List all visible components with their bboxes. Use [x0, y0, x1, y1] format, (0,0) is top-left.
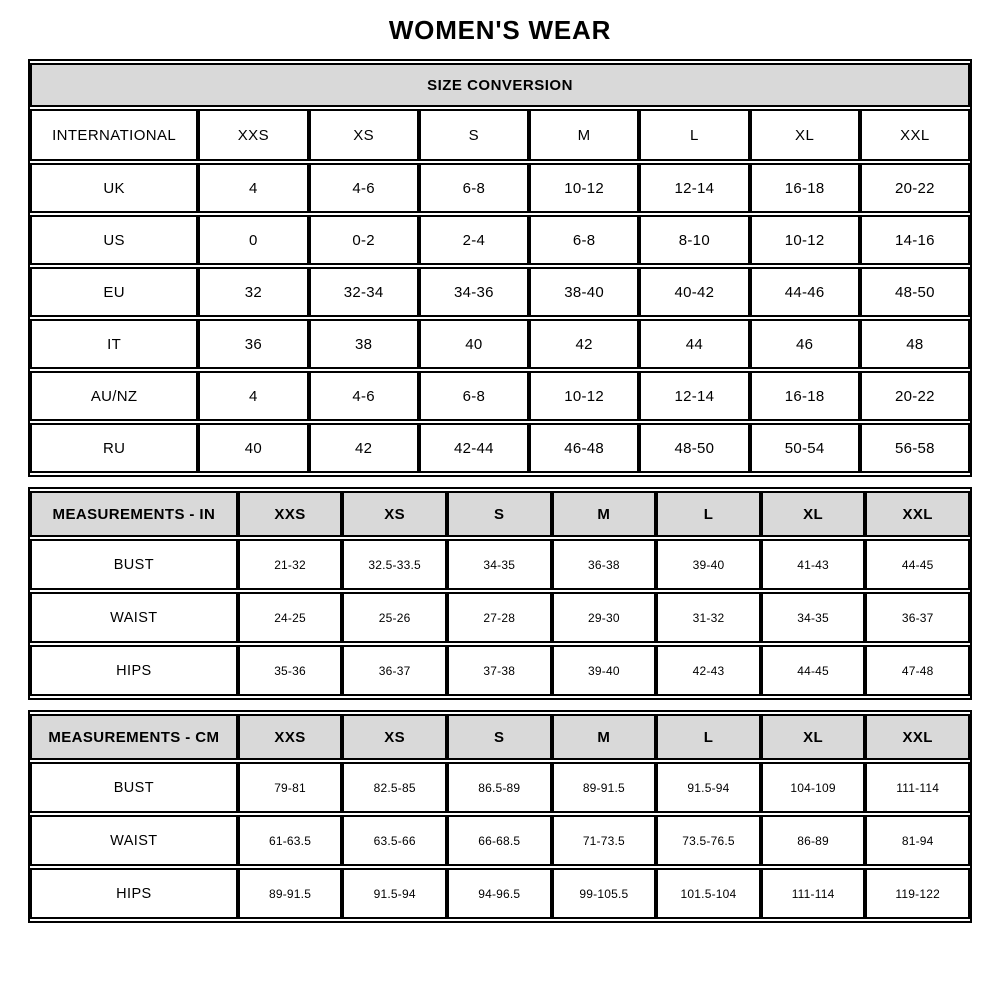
- data-cell: 10-12: [529, 163, 639, 213]
- data-cell: 82.5-85: [342, 762, 447, 813]
- size-header-cell: L: [656, 491, 761, 537]
- size-header-cell: XXS: [238, 714, 343, 760]
- table-row: [30, 215, 970, 265]
- size-header-cell: XS: [342, 491, 447, 537]
- data-cell: 42: [309, 423, 419, 473]
- data-cell: 44-45: [865, 539, 970, 590]
- data-cell: 48-50: [860, 267, 970, 317]
- data-cell: 119-122: [865, 868, 970, 919]
- data-cell: 32.5-33.5: [342, 539, 447, 590]
- data-cell: 44-46: [750, 267, 860, 317]
- data-cell: 111-114: [761, 868, 866, 919]
- banner-row: [30, 63, 970, 107]
- data-cell: 40: [419, 319, 529, 369]
- size-conversion-body: [30, 63, 970, 473]
- table-row: [30, 762, 970, 813]
- row-label: US: [30, 215, 198, 265]
- table-row: [30, 163, 970, 213]
- data-cell: 61-63.5: [238, 815, 343, 866]
- data-cell: 21-32: [238, 539, 343, 590]
- data-cell: 40: [198, 423, 308, 473]
- size-header-cell: XS: [342, 714, 447, 760]
- data-cell: 29-30: [552, 592, 657, 643]
- data-cell: 86.5-89: [447, 762, 552, 813]
- table-title-cell: MEASUREMENTS - CM: [30, 714, 238, 760]
- size-header-cell: L: [639, 109, 749, 161]
- data-cell: 36: [198, 319, 308, 369]
- data-cell: 34-35: [761, 592, 866, 643]
- data-cell: 63.5-66: [342, 815, 447, 866]
- data-cell: 32-34: [309, 267, 419, 317]
- data-cell: 14-16: [860, 215, 970, 265]
- size-header-cell: S: [447, 491, 552, 537]
- data-cell: 36-37: [865, 592, 970, 643]
- data-cell: 4-6: [309, 371, 419, 421]
- size-header-cell: XS: [309, 109, 419, 161]
- row-label: UK: [30, 163, 198, 213]
- size-header-cell: S: [447, 714, 552, 760]
- data-cell: 20-22: [860, 163, 970, 213]
- header-row: [30, 491, 970, 537]
- table-title-cell: INTERNATIONAL: [30, 109, 198, 161]
- data-cell: 27-28: [447, 592, 552, 643]
- data-cell: 50-54: [750, 423, 860, 473]
- data-cell: 42-43: [656, 645, 761, 696]
- size-header-cell: XXL: [865, 491, 970, 537]
- data-cell: 48: [860, 319, 970, 369]
- data-cell: 89-91.5: [238, 868, 343, 919]
- data-cell: 12-14: [639, 163, 749, 213]
- table-banner: SIZE CONVERSION: [30, 63, 970, 107]
- data-cell: 24-25: [238, 592, 343, 643]
- data-cell: 34-36: [419, 267, 529, 317]
- size-conversion-table: [28, 59, 972, 477]
- data-cell: 0: [198, 215, 308, 265]
- table-row: [30, 539, 970, 590]
- measurements-in-body: [30, 491, 970, 696]
- data-cell: 66-68.5: [447, 815, 552, 866]
- data-cell: 25-26: [342, 592, 447, 643]
- size-header-cell: XXS: [198, 109, 308, 161]
- table-row: [30, 645, 970, 696]
- table-row: [30, 371, 970, 421]
- data-cell: 104-109: [761, 762, 866, 813]
- data-cell: 39-40: [656, 539, 761, 590]
- data-cell: 47-48: [865, 645, 970, 696]
- size-header-cell: M: [552, 714, 657, 760]
- data-cell: 4: [198, 163, 308, 213]
- data-cell: 101.5-104: [656, 868, 761, 919]
- data-cell: 48-50: [639, 423, 749, 473]
- data-cell: 94-96.5: [447, 868, 552, 919]
- data-cell: 79-81: [238, 762, 343, 813]
- size-header-cell: M: [552, 491, 657, 537]
- data-cell: 89-91.5: [552, 762, 657, 813]
- size-header-cell: XL: [750, 109, 860, 161]
- row-label: EU: [30, 267, 198, 317]
- table-row: [30, 815, 970, 866]
- data-cell: 91.5-94: [656, 762, 761, 813]
- data-cell: 42: [529, 319, 639, 369]
- data-cell: 73.5-76.5: [656, 815, 761, 866]
- data-cell: 44: [639, 319, 749, 369]
- size-header-cell: XXL: [860, 109, 970, 161]
- size-header-cell: L: [656, 714, 761, 760]
- data-cell: 10-12: [750, 215, 860, 265]
- data-cell: 6-8: [529, 215, 639, 265]
- data-cell: 0-2: [309, 215, 419, 265]
- data-cell: 6-8: [419, 371, 529, 421]
- size-header-cell: XXS: [238, 491, 343, 537]
- data-cell: 99-105.5: [552, 868, 657, 919]
- data-cell: 20-22: [860, 371, 970, 421]
- row-label: RU: [30, 423, 198, 473]
- data-cell: 2-4: [419, 215, 529, 265]
- data-cell: 32: [198, 267, 308, 317]
- data-cell: 86-89: [761, 815, 866, 866]
- data-cell: 4-6: [309, 163, 419, 213]
- row-label: BUST: [30, 539, 238, 590]
- data-cell: 42-44: [419, 423, 529, 473]
- data-cell: 37-38: [447, 645, 552, 696]
- measurements-in-table: [28, 487, 972, 700]
- table-row: [30, 423, 970, 473]
- size-header-cell: XL: [761, 491, 866, 537]
- data-cell: 31-32: [656, 592, 761, 643]
- data-cell: 35-36: [238, 645, 343, 696]
- data-cell: 38-40: [529, 267, 639, 317]
- data-cell: 16-18: [750, 371, 860, 421]
- table-row: [30, 592, 970, 643]
- data-cell: 12-14: [639, 371, 749, 421]
- size-header-cell: S: [419, 109, 529, 161]
- header-row: [30, 109, 970, 161]
- size-header-cell: XXL: [865, 714, 970, 760]
- data-cell: 36-37: [342, 645, 447, 696]
- data-cell: 44-45: [761, 645, 866, 696]
- measurements-cm-body: [30, 714, 970, 919]
- data-cell: 36-38: [552, 539, 657, 590]
- header-row: [30, 714, 970, 760]
- size-header-cell: XL: [761, 714, 866, 760]
- measurements-cm-table: [28, 710, 972, 923]
- data-cell: 46-48: [529, 423, 639, 473]
- data-cell: 56-58: [860, 423, 970, 473]
- row-label: AU/NZ: [30, 371, 198, 421]
- row-label: WAIST: [30, 815, 238, 866]
- row-label: WAIST: [30, 592, 238, 643]
- data-cell: 46: [750, 319, 860, 369]
- data-cell: 34-35: [447, 539, 552, 590]
- data-cell: 16-18: [750, 163, 860, 213]
- data-cell: 6-8: [419, 163, 529, 213]
- data-cell: 81-94: [865, 815, 970, 866]
- table-title-cell: MEASUREMENTS - IN: [30, 491, 238, 537]
- data-cell: 40-42: [639, 267, 749, 317]
- row-label: HIPS: [30, 645, 238, 696]
- data-cell: 8-10: [639, 215, 749, 265]
- data-cell: 39-40: [552, 645, 657, 696]
- size-header-cell: M: [529, 109, 639, 161]
- row-label: BUST: [30, 762, 238, 813]
- data-cell: 4: [198, 371, 308, 421]
- table-row: [30, 319, 970, 369]
- data-cell: 10-12: [529, 371, 639, 421]
- row-label: IT: [30, 319, 198, 369]
- data-cell: 41-43: [761, 539, 866, 590]
- data-cell: 91.5-94: [342, 868, 447, 919]
- page-title: WOMEN'S WEAR: [388, 15, 612, 45]
- row-label: HIPS: [30, 868, 238, 919]
- data-cell: 38: [309, 319, 419, 369]
- table-row: [30, 267, 970, 317]
- table-row: [30, 868, 970, 919]
- data-cell: 111-114: [865, 762, 970, 813]
- data-cell: 71-73.5: [552, 815, 657, 866]
